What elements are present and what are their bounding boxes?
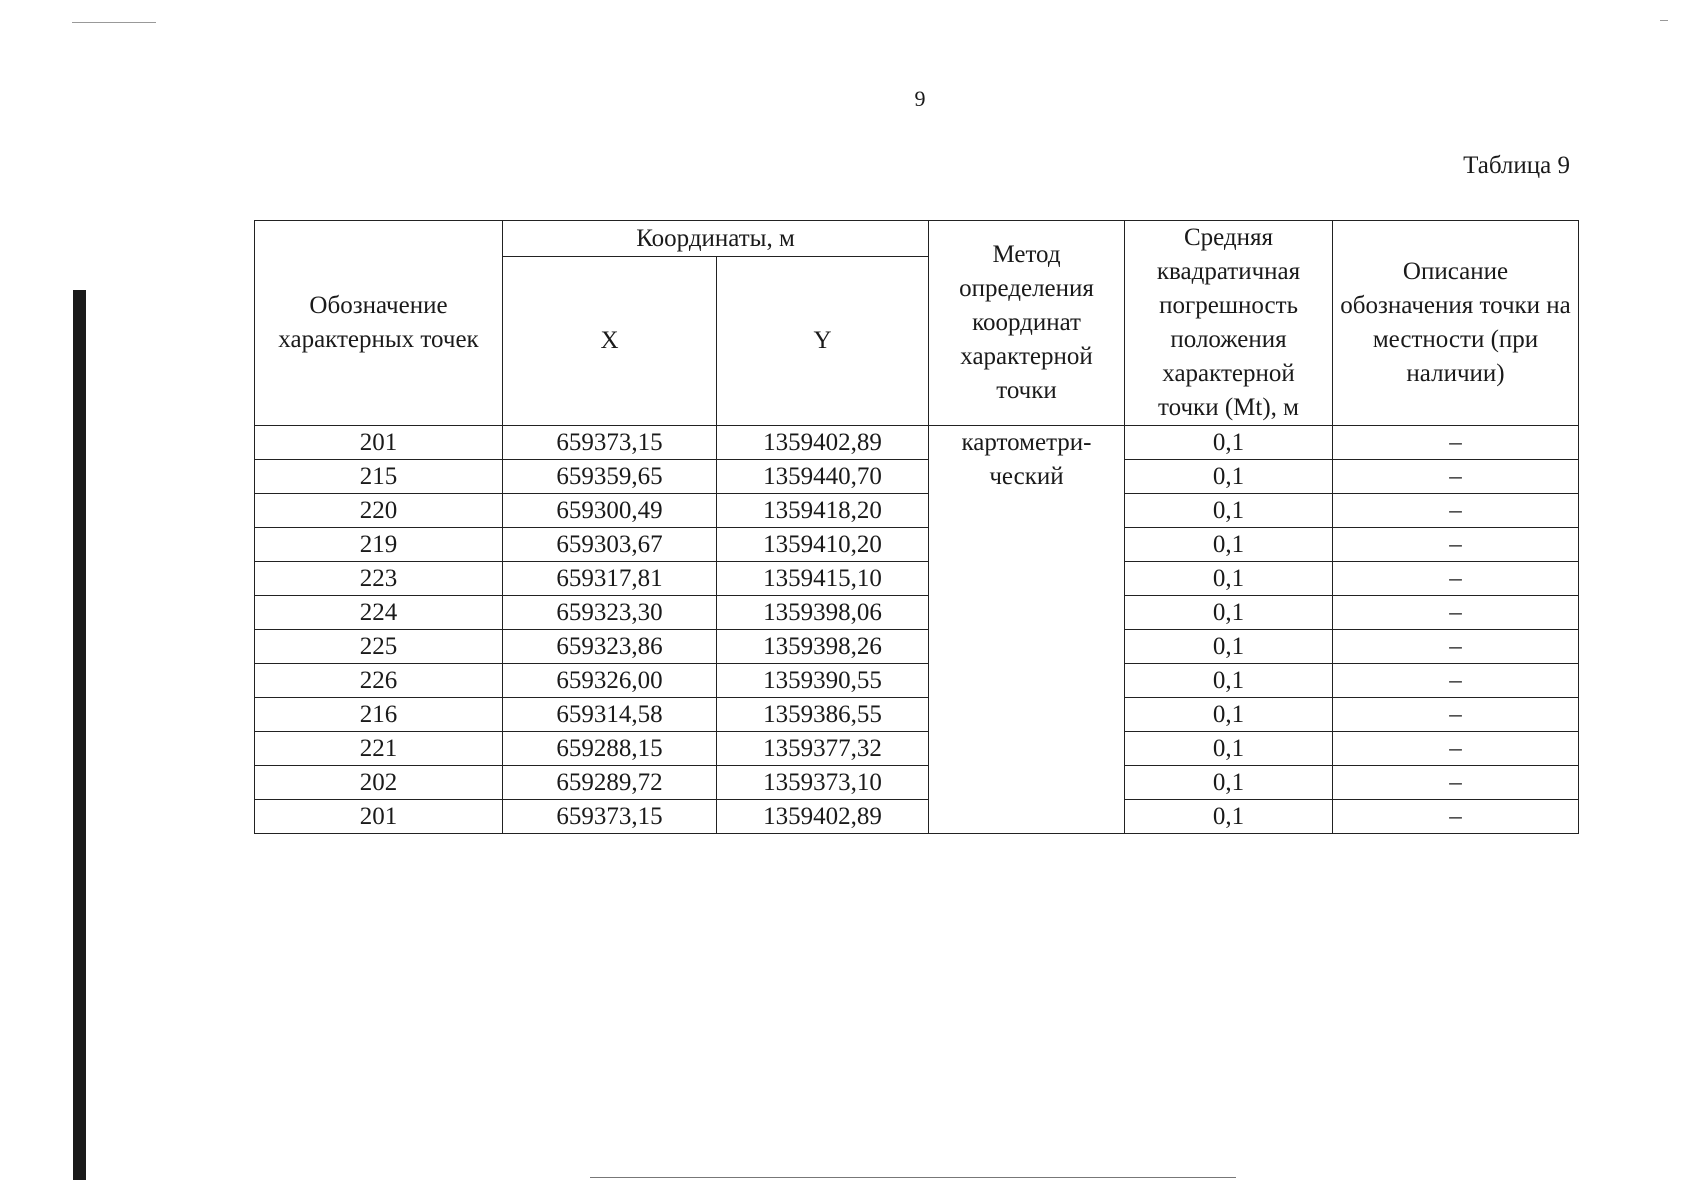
- cell-desc: –: [1333, 528, 1579, 562]
- cell-mt: 0,1: [1125, 562, 1333, 596]
- cell-y: 1359390,55: [717, 664, 929, 698]
- cell-y: 1359402,89: [717, 800, 929, 834]
- cell-y: 1359398,26: [717, 630, 929, 664]
- cell-desc: –: [1333, 698, 1579, 732]
- cell-desc: –: [1333, 630, 1579, 664]
- cell-y: 1359377,32: [717, 732, 929, 766]
- table-row: [255, 732, 1579, 766]
- cell-point: 202: [255, 766, 503, 800]
- header-error: Средняя квадратичная погрешность положения характерной точки (Mt), м: [1125, 221, 1333, 426]
- cell-desc: –: [1333, 596, 1579, 630]
- scan-artifact-line: [590, 1177, 1236, 1178]
- cell-x: 659288,15: [503, 732, 717, 766]
- table-row: [255, 494, 1579, 528]
- cell-mt: 0,1: [1125, 426, 1333, 460]
- cell-desc: –: [1333, 562, 1579, 596]
- cell-mt: 0,1: [1125, 630, 1333, 664]
- cell-mt: 0,1: [1125, 664, 1333, 698]
- cell-mt: 0,1: [1125, 494, 1333, 528]
- table-row: [255, 596, 1579, 630]
- header-method: Метод определения координат характерной точки: [929, 221, 1125, 426]
- scan-artifact-line: [72, 22, 156, 23]
- page-number: 9: [914, 86, 926, 111]
- cell-desc: –: [1333, 460, 1579, 494]
- cell-y: 1359402,89: [717, 426, 929, 460]
- cell-point: 219: [255, 528, 503, 562]
- cell-mt: 0,1: [1125, 732, 1333, 766]
- cell-y: 1359386,55: [717, 698, 929, 732]
- cell-desc: –: [1333, 766, 1579, 800]
- cell-point: 223: [255, 562, 503, 596]
- cell-mt: 0,1: [1125, 528, 1333, 562]
- table-row: [255, 766, 1579, 800]
- cell-x: 659289,72: [503, 766, 717, 800]
- cell-point: 201: [255, 426, 503, 460]
- cell-point: 216: [255, 698, 503, 732]
- cell-point: 224: [255, 596, 503, 630]
- table-row: [255, 562, 1579, 596]
- table-row: [255, 426, 1579, 460]
- table-caption: Таблица 9: [1463, 152, 1570, 179]
- cell-y: 1359398,06: [717, 596, 929, 630]
- cell-x: 659314,58: [503, 698, 717, 732]
- cell-y: 1359410,20: [717, 528, 929, 562]
- cell-desc: –: [1333, 664, 1579, 698]
- cell-x: 659373,15: [503, 426, 717, 460]
- cell-x: 659300,49: [503, 494, 717, 528]
- cell-point: 226: [255, 664, 503, 698]
- table-row: [255, 528, 1579, 562]
- cell-x: 659373,15: [503, 800, 717, 834]
- cell-x: 659323,86: [503, 630, 717, 664]
- cell-mt: 0,1: [1125, 460, 1333, 494]
- cell-desc: –: [1333, 494, 1579, 528]
- table-row: [255, 460, 1579, 494]
- cell-x: 659303,67: [503, 528, 717, 562]
- cell-point: 225: [255, 630, 503, 664]
- cell-mt: 0,1: [1125, 800, 1333, 834]
- cell-mt: 0,1: [1125, 766, 1333, 800]
- cell-point: 220: [255, 494, 503, 528]
- table-row: [255, 664, 1579, 698]
- cell-x: 659359,65: [503, 460, 717, 494]
- table-row: [255, 698, 1579, 732]
- cell-y: 1359415,10: [717, 562, 929, 596]
- cell-point: 221: [255, 732, 503, 766]
- cell-x: 659323,30: [503, 596, 717, 630]
- cell-y: 1359440,70: [717, 460, 929, 494]
- header-description: Описание обозначения точки на местности (при наличии): [1333, 221, 1579, 426]
- cell-x: 659317,81: [503, 562, 717, 596]
- cell-x: 659326,00: [503, 664, 717, 698]
- cell-method: картометри-ческий: [929, 426, 1125, 834]
- cell-point: 215: [255, 460, 503, 494]
- cell-mt: 0,1: [1125, 596, 1333, 630]
- cell-mt: 0,1: [1125, 698, 1333, 732]
- cell-desc: –: [1333, 426, 1579, 460]
- header-y: Y: [717, 257, 929, 426]
- header-x: X: [503, 257, 717, 426]
- table-row: [255, 630, 1579, 664]
- coordinates-table: [254, 220, 1579, 834]
- header-coordinates: Координаты, м: [503, 221, 929, 257]
- cell-y: 1359418,20: [717, 494, 929, 528]
- header-designation: Обозначение характерных точек: [255, 221, 503, 426]
- scan-edge-shadow: [73, 290, 86, 1180]
- cell-y: 1359373,10: [717, 766, 929, 800]
- table-row: [255, 800, 1579, 834]
- cell-desc: –: [1333, 800, 1579, 834]
- cell-desc: –: [1333, 732, 1579, 766]
- scan-artifact-mark: [1660, 20, 1668, 21]
- cell-point: 201: [255, 800, 503, 834]
